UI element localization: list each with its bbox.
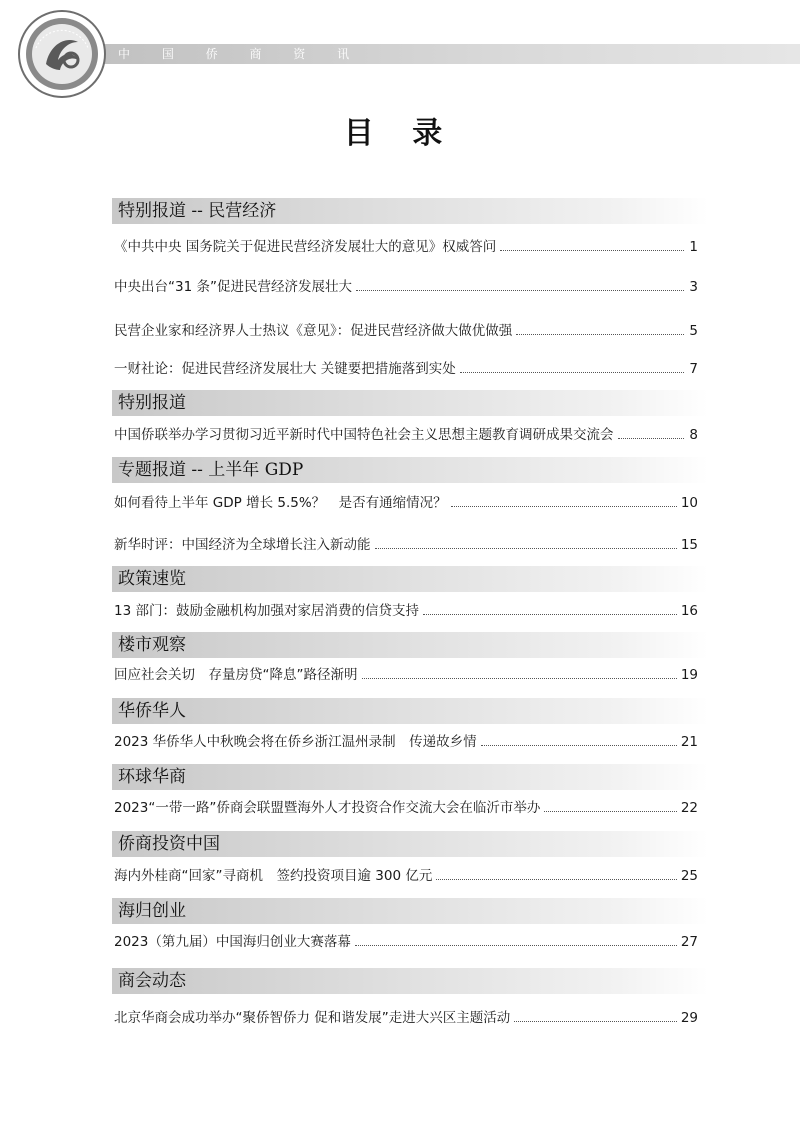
toc-entry-page: 7 — [689, 361, 698, 377]
page-title: 目 录 — [343, 116, 457, 151]
toc-entry-page: 3 — [689, 279, 698, 295]
toc-entry-page: 5 — [689, 323, 698, 339]
dot-leader — [618, 438, 685, 439]
toc-entry[interactable] — [114, 276, 698, 296]
toc-entry[interactable] — [114, 534, 698, 554]
section-heading: 商会动态 — [118, 971, 186, 991]
section-bar — [112, 764, 708, 790]
toc-entry-page: 25 — [680, 868, 698, 884]
section-bar — [112, 632, 708, 658]
toc-entry[interactable] — [114, 865, 698, 885]
dot-leader — [500, 250, 684, 251]
dot-leader — [436, 879, 676, 880]
toc-entry-title: 海内外桂商“回家”寻商机 签约投资项目逾 300 亿元 — [114, 868, 433, 884]
toc-entry[interactable] — [114, 797, 698, 817]
toc-entry-page: 29 — [680, 1010, 698, 1026]
section-bar — [112, 698, 708, 724]
toc-entry-title: 2023（第九届）中国海归创业大赛落幕 — [114, 934, 351, 950]
toc-entry-page: 8 — [689, 427, 698, 443]
section-heading: 特别报道 — [118, 393, 186, 413]
toc-entry[interactable] — [114, 664, 698, 684]
toc-entry-page: 16 — [680, 603, 698, 619]
dot-leader — [544, 811, 676, 812]
dot-leader — [451, 506, 677, 507]
dot-leader — [375, 548, 677, 549]
dot-leader — [423, 614, 677, 615]
section-heading: 环球华商 — [118, 767, 186, 787]
toc-entry[interactable] — [114, 424, 698, 444]
toc-entry-page: 15 — [680, 537, 698, 553]
toc-entry-page: 27 — [680, 934, 698, 950]
toc-entry[interactable] — [114, 731, 698, 751]
toc-entry[interactable] — [114, 931, 698, 951]
toc-entry-title: 2023 华侨华人中秋晚会将在侨乡浙江温州录制 传递故乡情 — [114, 734, 477, 750]
section-bar — [112, 566, 708, 592]
toc-entry[interactable] — [114, 236, 698, 256]
toc-entry-title: 民营企业家和经济界人士热议《意见》：促进民营经济做大做优做强 — [114, 323, 513, 339]
logo-emblem-icon — [16, 8, 108, 100]
toc-entry-title: 新华时评：中国经济为全球增长注入新动能 — [114, 537, 371, 553]
toc-entry-title: 《中共中央 国务院关于促进民营经济发展壮大的意见》权威答问 — [114, 239, 497, 255]
toc-entry-page: 22 — [680, 800, 698, 816]
toc-entry[interactable] — [114, 320, 698, 340]
section-heading: 专题报道 -- 上半年 GDP — [118, 460, 304, 480]
dot-leader — [356, 290, 684, 291]
toc-entry-page: 19 — [680, 667, 698, 683]
dot-leader — [514, 1021, 677, 1022]
section-bar — [112, 968, 708, 994]
dot-leader — [516, 334, 684, 335]
toc-entry-title: 回应社会关切 存量房贷“降息”路径渐明 — [114, 667, 358, 683]
header-title: 中 国 侨 商 资 讯 — [118, 47, 364, 61]
section-heading: 华侨华人 — [118, 701, 186, 721]
toc-entry-page: 21 — [680, 734, 698, 750]
section-bar — [112, 390, 708, 416]
section-heading: 楼市观察 — [118, 635, 186, 655]
toc-entry-title: 13 部门：鼓励金融机构加强对家居消费的信贷支持 — [114, 603, 419, 619]
toc-entry[interactable] — [114, 600, 698, 620]
section-heading: 特别报道 -- 民营经济 — [118, 201, 277, 221]
section-bar — [112, 898, 708, 924]
toc-entry[interactable] — [114, 358, 698, 378]
dot-leader — [460, 372, 684, 373]
toc-entry-title: 一财社论：促进民营经济发展壮大 关键要把措施落到实处 — [114, 361, 456, 377]
toc-entry[interactable] — [114, 492, 698, 512]
dot-leader — [362, 678, 677, 679]
toc-entry-title: 北京华商会成功举办“聚侨智侨力 促和谐发展”走进大兴区主题活动 — [114, 1010, 511, 1026]
toc-entry-title: 中国侨联举办学习贯彻习近平新时代中国特色社会主义思想主题教育调研成果交流会 — [114, 427, 614, 443]
toc-entry-title: 中央出台“31 条”促进民营经济发展壮大 — [114, 279, 352, 295]
toc-entry-title: 如何看待上半年 GDP 增长 5.5%？ 是否有通缩情况？ — [114, 495, 447, 511]
section-heading: 侨商投资中国 — [118, 834, 220, 854]
toc-entry-page: 10 — [680, 495, 698, 511]
toc-entry-title: 2023“一带一路”侨商会联盟暨海外人才投资合作交流大会在临沂市举办 — [114, 800, 541, 816]
dot-leader — [355, 945, 677, 946]
toc-entry[interactable] — [114, 1007, 698, 1027]
section-heading: 海归创业 — [118, 901, 186, 921]
section-heading: 政策速览 — [118, 569, 186, 589]
dot-leader — [481, 745, 677, 746]
toc-entry-page: 1 — [689, 239, 698, 255]
